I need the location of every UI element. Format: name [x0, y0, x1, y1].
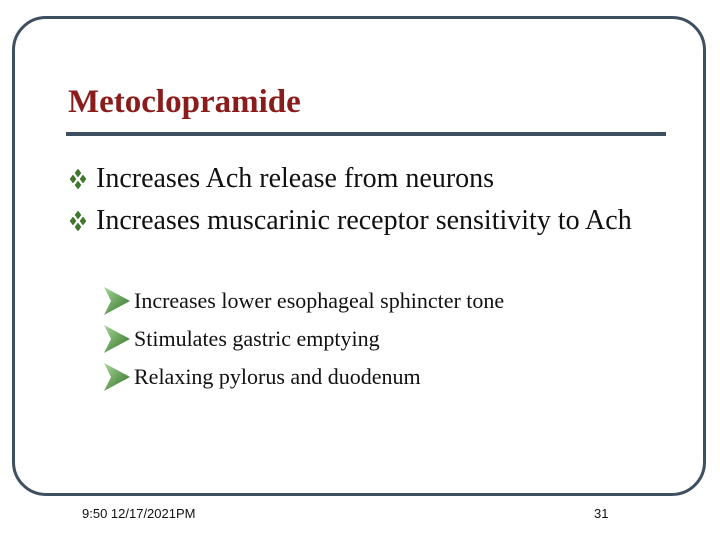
- bullet-text: Increases muscarinic receptor sensitivity to Ach: [96, 205, 632, 236]
- arrowhead-bullet-icon: [102, 323, 132, 355]
- diamond-bullet-icon: [64, 158, 92, 200]
- sub-bullet-text: Stimulates gastric emptying: [134, 326, 380, 351]
- footer-datetime: 9:50 12/17/2021PM: [82, 506, 196, 521]
- diamond-bullet-icon: [64, 200, 92, 242]
- bullet-list: [64, 158, 684, 242]
- sub-bullet-text: Increases lower esophageal sphincter tone: [134, 288, 505, 313]
- bullet-item: [64, 158, 684, 200]
- bullet-item: [64, 200, 684, 242]
- sub-bullet-item: [102, 358, 504, 396]
- title-divider: [66, 132, 666, 136]
- slide-title: Metoclopramide: [68, 84, 301, 120]
- arrowhead-bullet-icon: [102, 285, 132, 317]
- page-number: 31: [594, 506, 609, 521]
- arrowhead-bullet-icon: [102, 361, 132, 393]
- sub-bullet-item: [102, 320, 504, 358]
- bullet-text: Increases Ach release from neurons: [96, 163, 495, 194]
- sub-bullet-item: [102, 282, 504, 320]
- sub-bullet-text: Relaxing pylorus and duodenum: [134, 364, 421, 389]
- sub-bullet-list: [102, 282, 504, 396]
